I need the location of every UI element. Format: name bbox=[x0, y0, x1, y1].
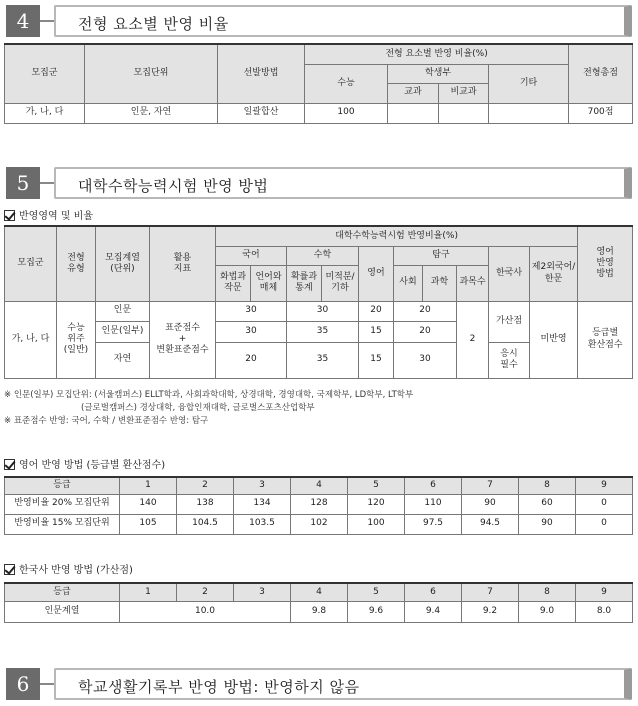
col-math2: 미적분/ 기하 bbox=[322, 265, 359, 301]
cell-math: 35 bbox=[287, 321, 359, 342]
cell-type: 수능 위주 (일반) bbox=[57, 301, 96, 378]
section-number: 4 bbox=[6, 5, 40, 37]
grade-value: 100 bbox=[348, 514, 405, 534]
suneung-ratio-table bbox=[4, 225, 633, 379]
col-sci: 과학 bbox=[423, 265, 457, 301]
cell-cnt: 2 bbox=[457, 301, 489, 378]
grade-header: 2 bbox=[177, 583, 234, 601]
grade-header: 4 bbox=[291, 477, 348, 494]
col-etc: 기타 bbox=[489, 64, 569, 103]
cell-tam: 20 bbox=[394, 301, 457, 321]
cell-eng: 15 bbox=[359, 321, 394, 342]
grade-header: 4 bbox=[291, 583, 348, 601]
section-title-box bbox=[54, 668, 632, 700]
grade-header: 3 bbox=[234, 583, 291, 601]
cell-field: 인문 bbox=[96, 301, 150, 321]
col-school: 학생부 bbox=[388, 64, 489, 83]
cell-merged-1-3: 10.0 bbox=[120, 601, 291, 622]
cell-eng: 20 bbox=[359, 301, 394, 321]
grade-value: 140 bbox=[120, 494, 177, 514]
col-math: 수학 bbox=[287, 246, 359, 265]
col-grade-label: 등급 bbox=[5, 583, 120, 601]
grade-header: 1 bbox=[120, 477, 177, 494]
grade-value: 128 bbox=[291, 494, 348, 514]
grade-value: 120 bbox=[348, 494, 405, 514]
subheading-text: 영어 반영 방법 (등급별 환산점수) bbox=[19, 460, 166, 471]
grade-header: 5 bbox=[348, 477, 405, 494]
row-label: 반영비율 20% 모집단위 bbox=[5, 494, 120, 514]
subheading-text: 한국사 반영 방법 (가산점) bbox=[19, 565, 133, 576]
col-eng: 영어 bbox=[359, 246, 394, 301]
cell-field: 인문(일부) bbox=[96, 321, 150, 342]
row-label: 인문계열 bbox=[5, 601, 120, 622]
row-label: 반영비율 15% 모집단위 bbox=[5, 514, 120, 534]
english-grade-table bbox=[4, 476, 633, 535]
section-title: 학교생활기록부 반영 방법: 반영하지 않음 bbox=[78, 678, 360, 696]
col-field: 모집계열 (단위) bbox=[96, 226, 150, 301]
subheading-text: 반영영역 및 비율 bbox=[19, 211, 93, 222]
table-row bbox=[5, 301, 633, 321]
cell-method: 일괄합산 bbox=[218, 103, 305, 123]
col-mojip: 모집군 bbox=[5, 226, 57, 301]
col-ratio: 전형 요소별 반영 비율(%) bbox=[305, 44, 569, 64]
col-nonsubj: 비교과 bbox=[439, 83, 489, 103]
grade-value: 8.0 bbox=[576, 601, 633, 622]
grade-header: 7 bbox=[462, 583, 519, 601]
col-eng-method: 영어 반영 방법 bbox=[578, 226, 633, 301]
col-ratio: 대학수학능력시험 반영비율(%) bbox=[216, 226, 578, 246]
cell-etc bbox=[489, 103, 569, 123]
cell-hist-required: 응시 필수 bbox=[489, 342, 530, 378]
col-suneung: 수능 bbox=[305, 64, 388, 103]
grade-header: 8 bbox=[519, 477, 576, 494]
cell-lang2: 미반영 bbox=[530, 301, 578, 378]
grade-value: 110 bbox=[405, 494, 462, 514]
cell-eng-method: 등급별 환산점수 bbox=[578, 301, 633, 378]
col-unit: 모집단위 bbox=[85, 44, 218, 103]
section-number: 6 bbox=[6, 668, 40, 700]
grade-value: 90 bbox=[462, 494, 519, 514]
cell-total: 700점 bbox=[569, 103, 633, 123]
grade-value: 134 bbox=[234, 494, 291, 514]
grade-value: 9.2 bbox=[462, 601, 519, 622]
section-title-box bbox=[54, 5, 632, 37]
grade-value: 9.6 bbox=[348, 601, 405, 622]
cell-nonsubj bbox=[439, 103, 489, 123]
cell-kor: 20 bbox=[216, 342, 287, 378]
col-lang2: 제2외국어/ 한문 bbox=[530, 246, 578, 301]
grade-header: 9 bbox=[576, 583, 633, 601]
checkbox-icon bbox=[4, 459, 15, 470]
col-hist: 한국사 bbox=[489, 246, 530, 301]
cell-kor: 30 bbox=[216, 301, 287, 321]
grade-value: 0 bbox=[576, 514, 633, 534]
grade-header: 2 bbox=[177, 477, 234, 494]
col-method: 선발방법 bbox=[218, 44, 305, 103]
cell-unit: 인문, 자연 bbox=[85, 103, 218, 123]
grade-value: 103.5 bbox=[234, 514, 291, 534]
col-tam: 탐구 bbox=[394, 246, 489, 265]
section-4-header bbox=[4, 5, 632, 37]
checkbox-icon bbox=[4, 564, 15, 575]
grade-value: 90 bbox=[519, 514, 576, 534]
subheading-history bbox=[4, 561, 133, 576]
cell-math: 35 bbox=[287, 342, 359, 378]
cell-index: 표준점수 + 변환표준점수 bbox=[150, 301, 216, 378]
note-line: ※ 인문(일부) 모집단위: (서울캠퍼스) ELLT학과, 사회과학대학, 상경대학, 경영대학, 국제학부, LD학부, LT학부 bbox=[4, 390, 414, 400]
grade-value: 105 bbox=[120, 514, 177, 534]
selection-ratio-table bbox=[4, 43, 633, 124]
grade-value: 9.4 bbox=[405, 601, 462, 622]
col-cnt: 과목수 bbox=[457, 265, 489, 301]
section-title-box bbox=[54, 167, 632, 199]
col-grade-label: 등급 bbox=[5, 477, 120, 494]
grade-header: 3 bbox=[234, 477, 291, 494]
subheading-ratio bbox=[4, 207, 93, 222]
grade-header: 9 bbox=[576, 477, 633, 494]
col-index: 활용 지표 bbox=[150, 226, 216, 301]
grade-value: 138 bbox=[177, 494, 234, 514]
section-6-header bbox=[4, 668, 632, 700]
cell-tam: 20 bbox=[394, 321, 457, 342]
cell-mojip: 가, 나, 다 bbox=[5, 301, 57, 378]
grade-header: 1 bbox=[120, 583, 177, 601]
col-type: 전형 유형 bbox=[57, 226, 96, 301]
col-math1: 확률과 통계 bbox=[287, 265, 322, 301]
section-number: 5 bbox=[6, 167, 40, 199]
grade-header: 7 bbox=[462, 477, 519, 494]
checkbox-icon bbox=[4, 210, 15, 221]
grade-header: 5 bbox=[348, 583, 405, 601]
connector-line bbox=[40, 683, 54, 685]
grade-value: 104.5 bbox=[177, 514, 234, 534]
note-line: (글로벌캠퍼스) 경상대학, 융합인재대학, 글로벌스포츠산업학부 bbox=[81, 403, 315, 413]
cell-suneung: 100 bbox=[305, 103, 388, 123]
grade-value: 9.0 bbox=[519, 601, 576, 622]
col-subj: 교과 bbox=[388, 83, 439, 103]
grade-value: 102 bbox=[291, 514, 348, 534]
cell-math: 30 bbox=[287, 301, 359, 321]
grade-header: 6 bbox=[405, 583, 462, 601]
cell-tam: 30 bbox=[394, 342, 457, 378]
cell-hist-bonus: 가산점 bbox=[489, 301, 530, 342]
cell-mojip: 가, 나, 다 bbox=[5, 103, 85, 123]
connector-line bbox=[40, 182, 54, 184]
col-kor2: 언어와 매체 bbox=[251, 265, 287, 301]
section-5-header bbox=[4, 167, 632, 199]
col-mojip: 모집군 bbox=[5, 44, 85, 103]
col-kor1: 화법과 작문 bbox=[216, 265, 251, 301]
grade-value: 60 bbox=[519, 494, 576, 514]
cell-eng: 15 bbox=[359, 342, 394, 378]
notes bbox=[4, 389, 413, 428]
grade-value: 0 bbox=[576, 494, 633, 514]
grade-header: 8 bbox=[519, 583, 576, 601]
section-title: 전형 요소별 반영 비율 bbox=[78, 15, 229, 33]
table-row bbox=[5, 494, 633, 514]
table-row bbox=[5, 103, 633, 123]
col-soc: 사회 bbox=[394, 265, 423, 301]
connector-line bbox=[40, 20, 54, 22]
grade-value: 9.8 bbox=[291, 601, 348, 622]
grade-value: 97.5 bbox=[405, 514, 462, 534]
table-row bbox=[5, 601, 633, 622]
grade-header: 6 bbox=[405, 477, 462, 494]
col-total: 전형총점 bbox=[569, 44, 633, 103]
section-title: 대학수학능력시험 반영 방법 bbox=[78, 177, 269, 195]
table-row bbox=[5, 514, 633, 534]
cell-field: 자연 bbox=[96, 342, 150, 378]
note-line: ※ 표준점수 반영: 국어, 수학 / 변환표준점수 반영: 탐구 bbox=[4, 416, 209, 426]
col-kor: 국어 bbox=[216, 246, 287, 265]
subheading-english bbox=[4, 456, 165, 471]
grade-value: 94.5 bbox=[462, 514, 519, 534]
cell-subj bbox=[388, 103, 439, 123]
history-grade-table bbox=[4, 582, 633, 623]
cell-kor: 30 bbox=[216, 321, 287, 342]
